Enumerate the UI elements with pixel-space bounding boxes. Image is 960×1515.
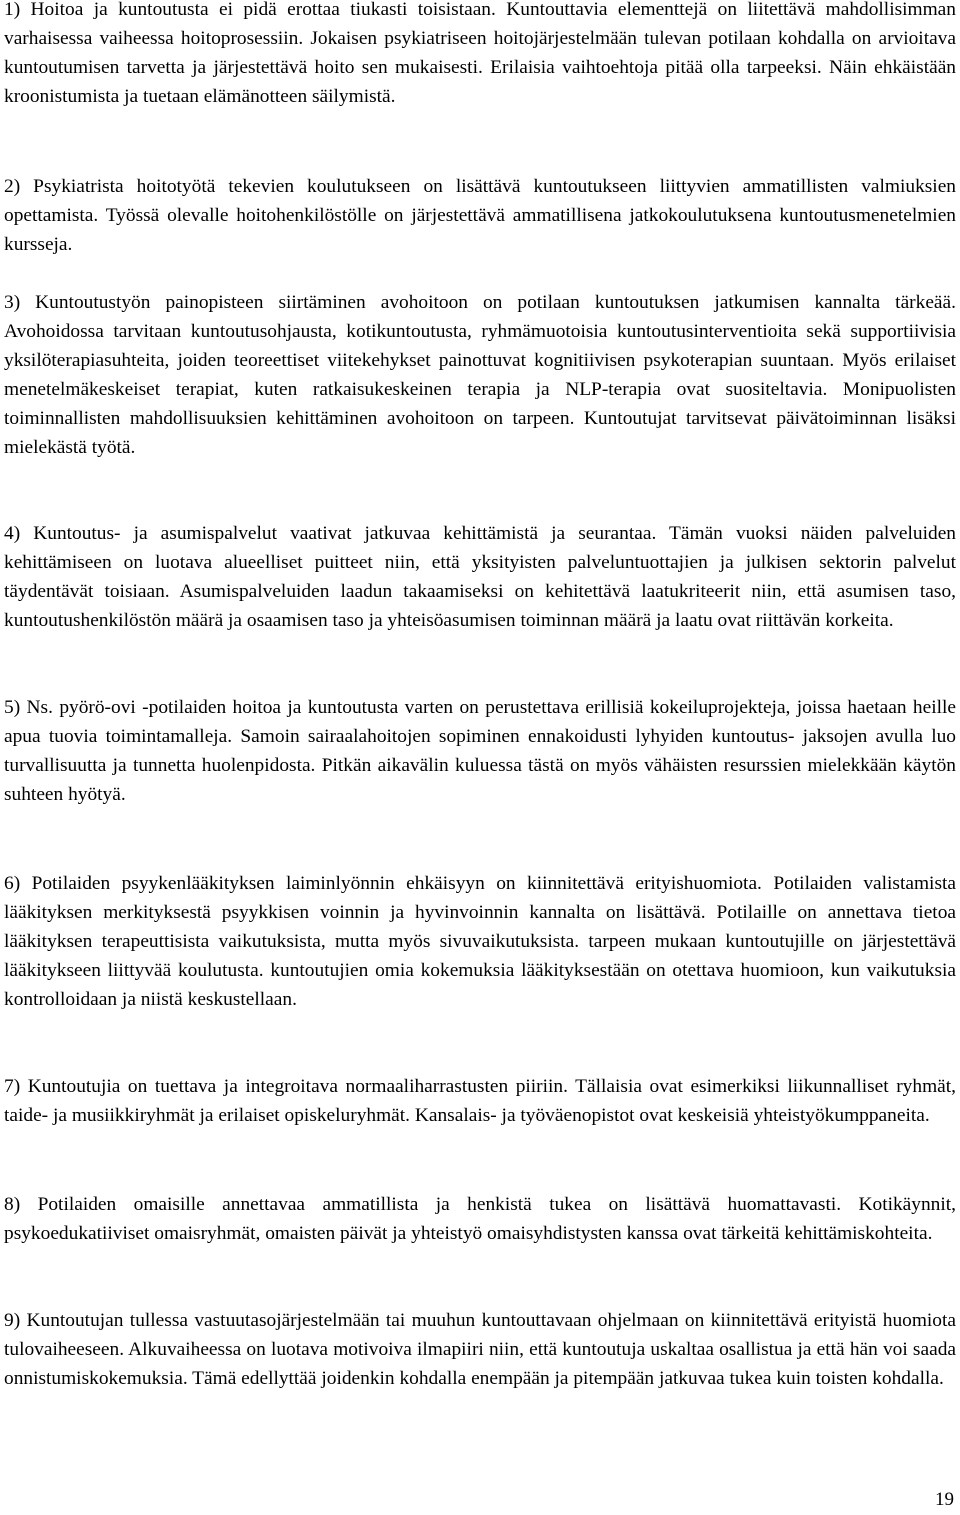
paragraph-7: 7) Kuntoutujia on tuettava ja integroitava normaaliharrastusten piiriin. Tällaisia ovat esimerkiksi liikunnalliset ryhmät, taide- ja musiikkiryhmät ja erilaiset opiskeluryhmät. Kansalais- ja työväenopistot ovat keskeisiä yhteistyökumppaneita. — [4, 1076, 956, 1126]
page-number: 19 — [935, 1489, 954, 1510]
paragraph-2: 2) Psykiatrista hoitotyötä tekevien koulutukseen on lisättävä kuntoutukseen liittyvien ammatillisten valmiuksien opettamista. Työssä olevalle hoitohenkilöstölle on järjestettävä ammatillisena jatkokoulutuksena kuntoutusmenetelmien kursseja. — [4, 176, 956, 255]
paragraph-5: 5) Ns. pyörö-ovi -potilaiden hoitoa ja kuntoutusta varten on perustettava erillisiä kokeiluprojekteja, joissa haetaan heille apua tuovia toimintamalleja. Samoin sairaalahoitojen sopiminen ennakoidusti lyhyiden kuntoutus- jaksojen avulla luo turvallisuutta ja tunnetta huolenpidosta. Pitkän aikavälin kuluessa tästä on myös vähäisten resurssien mielekkään käytön suhteen hyötyä. — [4, 697, 956, 805]
paragraph-4: 4) Kuntoutus- ja asumispalvelut vaativat jatkuvaa kehittämistä ja seurantaa. Tämän vuoksi näiden palveluiden kehittämiseen on luotava alueelliset puitteet niin, että yksityisten palveluntuottajien ja julkisen sektorin palvelut täydentävät toisiaan. Asumispalveluiden laadun takaamiseksi on kehitettävä laatukriteerit niin, että asumisen taso, kuntoutushenkilöstön määrä ja osaamisen taso ja yhteisöasumisen toiminnan määrä ja laatu ovat riittävän korkeita. — [4, 523, 956, 631]
paragraph-6: 6) Potilaiden psyykenlääkityksen laiminlyönnin ehkäisyyn on kiinnitettävä erityishuomiota. Potilaiden valistamista lääkityksen merkityksestä psyykkisen voinnin ja hyvinvoinnin kannalta on lisättävä. Potilaille on annettava tietoa lääkityksen terapeuttisista vaikutuksista, mutta myös sivuvaikutuksista. tarpeen mukaan kuntoutujille on järjestettävä lääkitykseen liittyvää koulutusta. kuntoutujien omia kokemuksia lääkityksestään on otettava huomioon, kun vaikutuksia kontrolloidaan ja niistä keskustellaan. — [4, 873, 956, 1010]
paragraph-9: 9) Kuntoutujan tullessa vastuutasojärjestelmään tai muuhun kuntouttavaan ohjelmaan on kiinnitettävä erityistä huomiota tulovaiheeseen. Alkuvaiheessa on luotava motivoiva ilmapiiri niin, että kuntoutuja uskaltaa osallistua ja että hän voi saada onnistumiskokemuksia. Tämä edellyttää joidenkin kohdalla enempään ja pitempään jatkuvaa tukea kuin toisten kohdalla. — [4, 1310, 956, 1389]
paragraph-8: 8) Potilaiden omaisille annettavaa ammatillista ja henkistä tukea on lisättävä huomattavasti. Kotikäynnit, psykoedukatiiviset omaisryhmät, omaisten päivät ja yhteistyö omaisyhdistysten kanssa ovat tärkeitä kehittämiskohteita. — [4, 1194, 956, 1244]
paragraph-3: 3) Kuntoutustyön painopisteen siirtäminen avohoitoon on potilaan kuntoutuksen jatkumisen kannalta tärkeää. Avohoidossa tarvitaan kuntoutusohjausta, kotikuntoutusta, ryhmämuotoisia kuntoutusinterventioita sekä supportiivisia yksilöterapiasuhteita, joiden teoreettiset viitekehykset painottuvat kognitiivisen psykoterapian suuntaan. Myös erilaiset menetelmäkeskeiset terapiat, kuten ratkaisukeskeinen terapia ja NLP-terapia ovat suositeltavia. Monipuolisten toiminnallisten mahdollisuuksien kehittäminen avohoitoon on tarpeen. Kuntoutujat tarvitsevat päivätoiminnan lisäksi mielekästä työtä. — [4, 292, 956, 458]
paragraph-1: 1) Hoitoa ja kuntoutusta ei pidä erottaa tiukasti toisistaan. Kuntouttavia elementtejä on liitettävä mahdollisimman varhaisessa vaiheessa hoitoprosessiin. Jokaisen psykiatriseen hoitojärjestelmään tulevan potilaan kohdalla on arvioitava kuntoutumisen tarvetta ja järjestettävä hoito sen mukaisesti. Erilaisia vaihtoehtoja pitää olla tarpeeksi. Näin ehkäistään kroonistumista ja tuetaan elämänotteen säilymistä. — [4, 0, 956, 107]
